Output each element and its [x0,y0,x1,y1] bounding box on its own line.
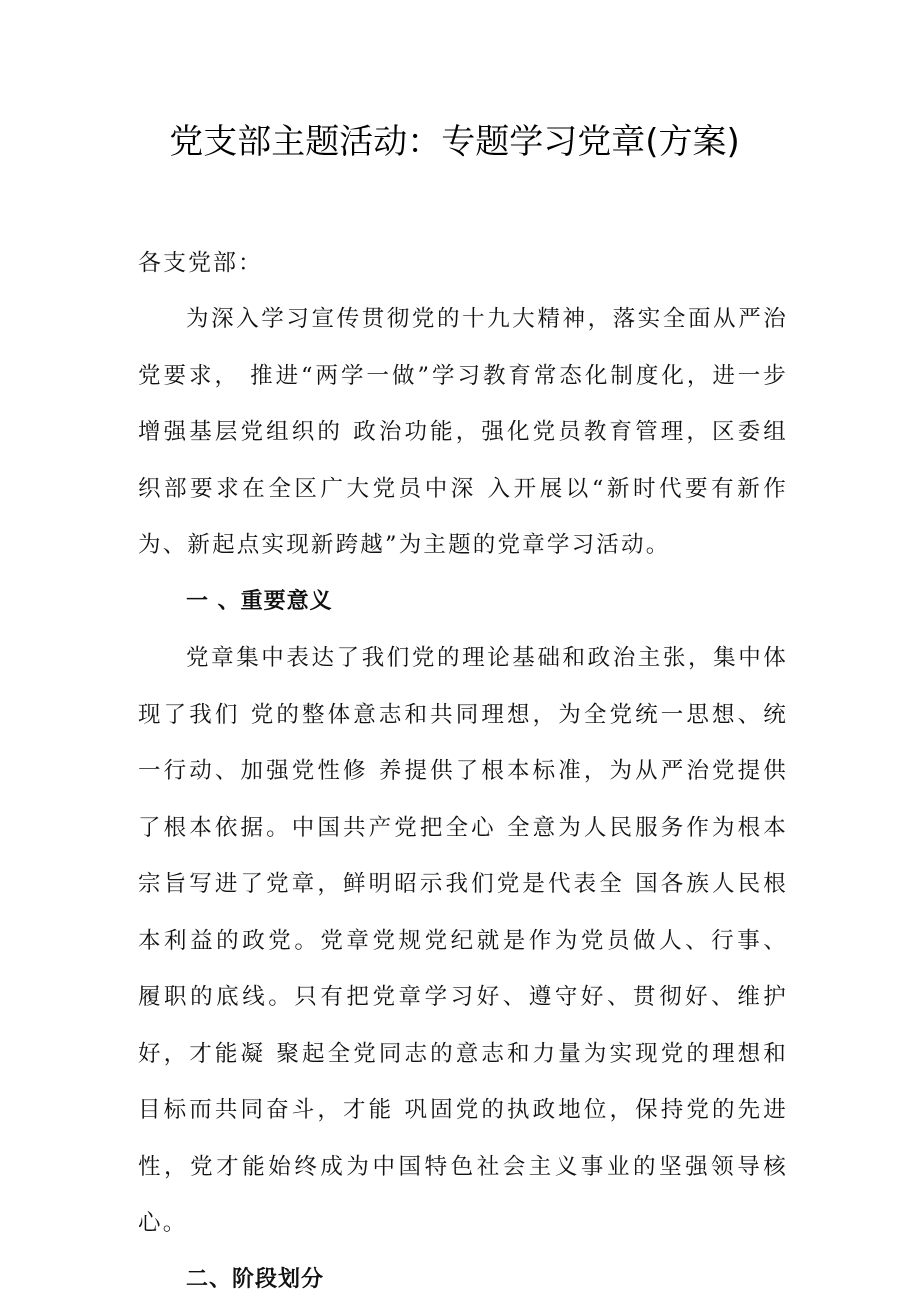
intro-paragraph: 为深入学习宣传贯彻党的十九大精神，落实全面从严治党要求， 推进“两学一做”学习教育常态化制度化，进一步增强基层党组织的 政治功能，强化党员教育管理，区委组织部要求在全区广大党员中深 入开展以“新时代要有新作为、新起点实现新跨越”为主题的党章学习活动。 [138,291,788,574]
salutation: 各支党部： [138,235,788,291]
section-heading-significance: 一 、重要意义 [138,574,788,631]
document-title: 党支部主题活动：专题学习党章(方案) [0,118,909,166]
section-paragraph-significance: 党章集中表达了我们党的理论基础和政治主张，集中体现了我们 党的整体意志和共同理想，为全党统一思想、统一行动、加强党性修 养提供了根本标准，为从严治党提供了根本依据。中国共产党把全心 全意为人民服务作为根本宗旨写进了党章，鲜明昭示我们党是代表全 国各族人民根本利益的政党。党章党规党纪就是作为党员做人、行事、 履职的底线。只有把党章学习好、遵守好、贯彻好、维护好，才能凝 聚起全党同志的意志和力量为实现党的理想和目标而共同奋斗，才能 巩固党的执政地位，保持党的先进性，党才能始终成为中国特色社会主义事业的坚强领导核心。 [138,630,788,1252]
section-heading-stages: 二、阶段划分 [138,1252,788,1308]
document-body [138,235,788,1308]
